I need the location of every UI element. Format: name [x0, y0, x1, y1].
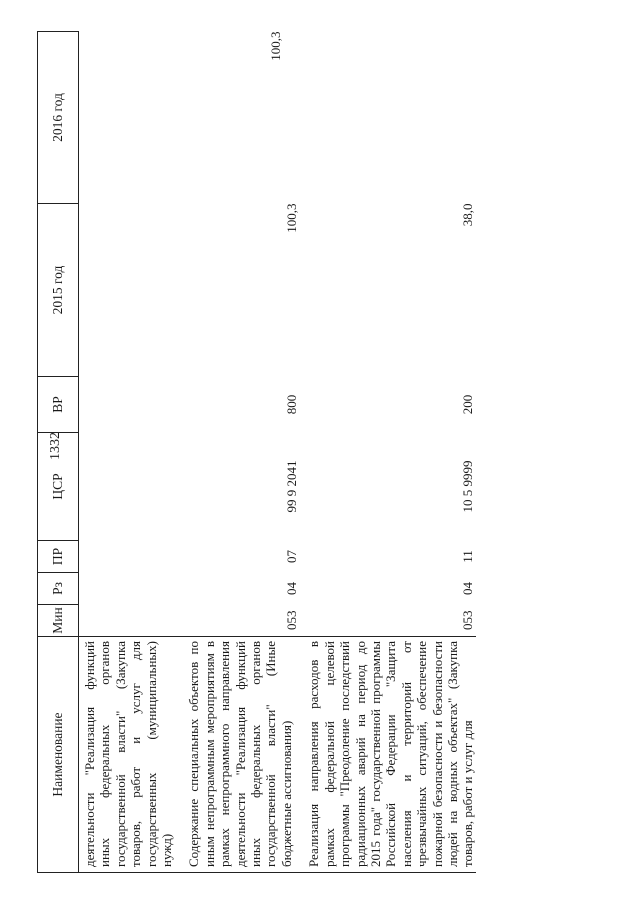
- row-min: 053: [284, 610, 300, 630]
- row-csr: [79, 433, 181, 541]
- row-vr: 200: [459, 394, 475, 415]
- row-name: Содержание специальных объектов по иным непрограммным мероприятиям в рамках непрограммного направления деятельности "Реализация функций иных федеральных органов государственной власти" (Иные бюджетные ассигнования): [186, 641, 294, 867]
- table-row: [79, 32, 181, 873]
- row-rz: 04: [459, 582, 475, 595]
- row-name-cell: [180, 637, 300, 873]
- header-2015: 2015 год: [38, 204, 79, 377]
- header-name: Наименование: [38, 637, 79, 873]
- row-rz: [79, 573, 181, 605]
- header-2016: 2016 год: [38, 32, 79, 204]
- row-2015: [79, 204, 181, 377]
- header-rz: Рз: [38, 573, 79, 605]
- row-min: [79, 605, 181, 637]
- row-pr: 07: [284, 550, 300, 563]
- table-row: [180, 32, 300, 873]
- row-name: Реализация направления расходов в рамках федеральной целевой программы "Преодоление последствий радиационных аварий на период до 2015 года" государственной программы Российской Федерации "Защита населения и территорий от чрезвычайных ситуаций, обеспечение пожарной безопасности и безопасности людей на водных объектах" (Закупка товаров, работ и услуг для: [306, 641, 476, 867]
- budget-table-container: [37, 32, 603, 873]
- row-csr: 10 5 9999: [459, 460, 475, 513]
- table-row: [300, 32, 475, 873]
- row-rz: 04: [284, 582, 300, 595]
- header-csr: ЦСР: [38, 433, 79, 541]
- header-row: [38, 32, 79, 873]
- row-vr: [79, 377, 181, 433]
- row-pr: [79, 541, 181, 573]
- row-name-cell: [300, 637, 475, 873]
- budget-table: [37, 31, 476, 873]
- header-vr: ВР: [38, 377, 79, 433]
- row-2016: [79, 32, 181, 204]
- row-2016: 100,3: [268, 31, 284, 61]
- row-pr: 11: [459, 550, 475, 563]
- header-pr: ПР: [38, 541, 79, 573]
- row-vr: 800: [284, 394, 300, 415]
- row-2016: [300, 32, 475, 204]
- row-csr: 99 9 2041: [284, 460, 300, 513]
- row-2015: 38,0: [459, 203, 475, 227]
- row-name: деятельности "Реализация функций иных федеральных органов государственной власти" (Закупка товаров, работ и услуг для государственных (муниципальных) нужд): [82, 641, 175, 867]
- row-2015: 100,3: [284, 203, 300, 233]
- header-min: Мин: [38, 605, 79, 637]
- page-number: 1332: [48, 432, 63, 460]
- row-name-cell: [79, 637, 181, 873]
- row-min: 053: [459, 610, 475, 630]
